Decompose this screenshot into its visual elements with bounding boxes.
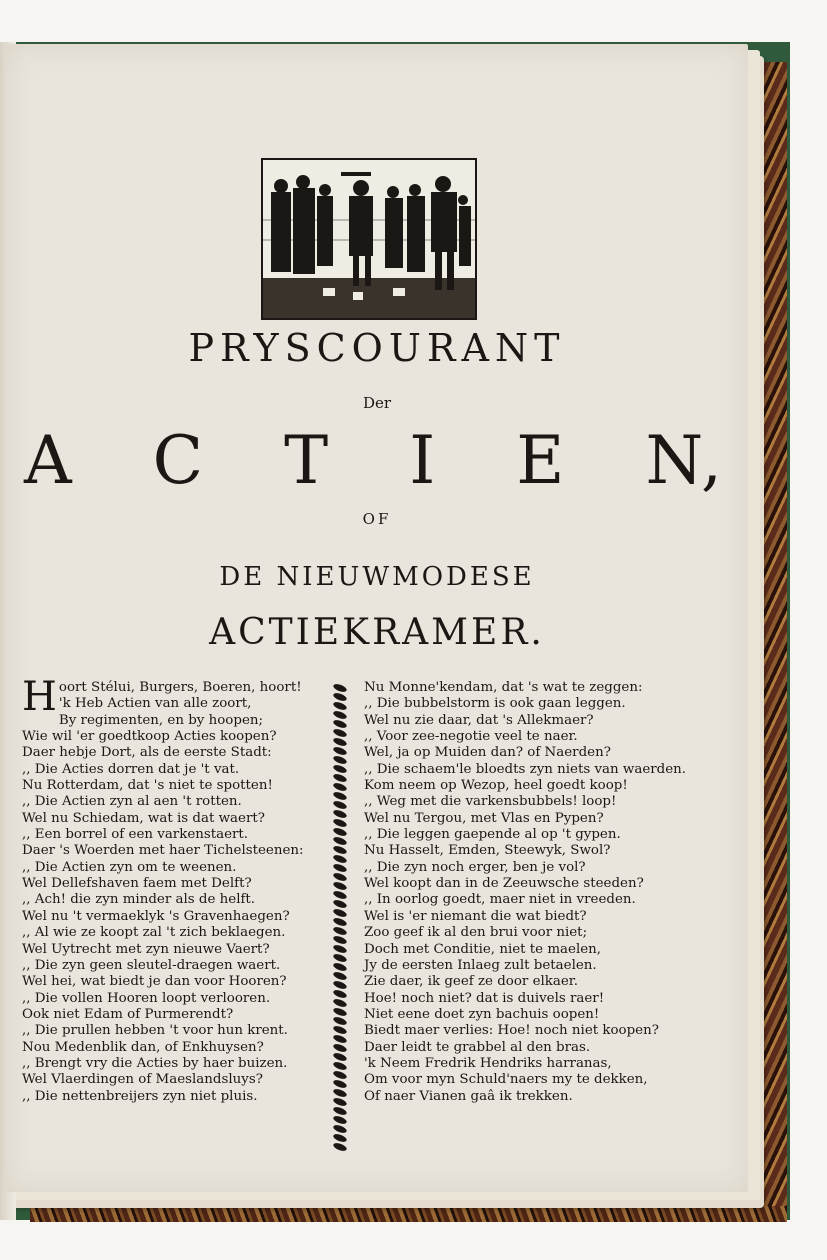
ornament-link: [332, 719, 347, 730]
ornament-link: [332, 962, 347, 973]
ornament-link: [332, 836, 347, 847]
poem-line: ,, Die prullen hebben 't voor hun krent.: [22, 1023, 288, 1039]
poem-line: Nu Rotterdam, dat 's niet te spotten!: [22, 778, 273, 794]
ornament-link: [332, 953, 347, 964]
ornament-link: [332, 1043, 347, 1054]
ornament-link: [332, 998, 347, 1009]
poem-line: Wel nu Schiedam, wat is dat waert?: [22, 810, 265, 826]
poem-line: Ook niet Edam of Purmerendt?: [22, 1006, 234, 1022]
woodcut-illustration: [261, 158, 477, 320]
poem-line: Om voor myn Schuld'naers my te dekken,: [364, 1072, 648, 1088]
poem-line: Wel nu 't vermaeklyk 's Gravenhaegen?: [22, 908, 290, 924]
ornament-link: [332, 1007, 347, 1018]
ornament-link: [332, 1088, 347, 1099]
ornament-link: [332, 1115, 347, 1126]
title-pryscourant: PRYSCOURANT: [188, 326, 566, 370]
broadside-page: [6, 44, 748, 1192]
title-letter: A: [24, 422, 74, 499]
poem-line: Nu Hasselt, Emden, Steewyk, Swol?: [364, 843, 611, 859]
ornament-link: [332, 809, 347, 820]
ornament-link: [332, 881, 347, 892]
ornament-link: [332, 1052, 347, 1063]
ornament-link: [332, 1097, 347, 1108]
poem-line: ,, Voor zee-negotie veel te naer.: [364, 729, 578, 745]
poem-right-column: [364, 680, 704, 1105]
poem-left-column: [22, 674, 312, 1105]
ornament-link: [332, 684, 347, 693]
poem-line: ,, Een borrel of een varkenstaert.: [22, 827, 249, 843]
poem-line: Doch met Conditie, niet te maelen,: [364, 941, 602, 957]
poem-line: Wel is 'er niemant die wat biedt?: [364, 908, 587, 924]
ornament-link: [332, 944, 347, 955]
poem-line: Biedt maer verlies: Hoe! noch niet koopen?: [364, 1023, 659, 1039]
poem-line: Wel nu zie daar, dat 's Allekmaer?: [364, 712, 594, 728]
ornament-link: [332, 746, 347, 757]
ornament-link: [332, 818, 347, 829]
poem-line: 'k Neem Fredrik Hendriks harranas,: [364, 1055, 612, 1071]
drop-cap: H: [22, 674, 57, 720]
ornament-link: [332, 935, 347, 946]
poem-line: Kom neem op Wezop, heel goedt koop!: [364, 778, 628, 794]
poem-line: ,, Ach! die zyn minder als de helft.: [22, 892, 256, 908]
poem-line: ,, Die zyn noch erger, ben je vol?: [364, 859, 586, 875]
poem-line: By regimenten, en by hoopen;: [58, 712, 263, 728]
poem-line: Wel Dellefshaven faem met Delft?: [22, 876, 252, 892]
poem-line: ,, In oorlog goedt, maer niet in vreeden.: [364, 892, 636, 908]
ornament-link: [332, 971, 347, 982]
poem-line: Wel koopt dan in de Zeeuwsche steeden?: [364, 876, 644, 892]
ornament-link: [332, 1016, 347, 1027]
poem-line: Daer 's Woerden met haer Tichelsteenen:: [22, 843, 304, 859]
poem-line: Zoo geef ik al den brui voor niet;: [364, 925, 588, 941]
poem-line: ,, Die bubbelstorm is ook gaan leggen.: [364, 696, 626, 712]
poem-line: Wel Uytrecht met zyn nieuwe Vaert?: [22, 941, 270, 957]
poem-line: ,, Brengt vry die Acties by haer buizen.: [22, 1055, 288, 1071]
poem-line: 'k Heb Actien van alle zoort,: [58, 696, 252, 712]
ornament-link: [332, 773, 347, 784]
ornament-link: [332, 1034, 347, 1045]
poem-line: Nou Medenblik dan, of Enkhuysen?: [22, 1039, 264, 1055]
ornament-link: [332, 899, 347, 910]
ornament-link: [332, 728, 347, 739]
poem-line: ,, Die vollen Hooren loopt verlooren.: [22, 990, 271, 1006]
ornament-link: [332, 1061, 347, 1072]
ornament-link: [332, 1106, 347, 1117]
poem-line: Hoe! noch niet? dat is duivels raer!: [364, 990, 605, 1006]
poem-line: Jy de eersten Inlaeg zult betaelen.: [364, 957, 597, 973]
poem-line: Zie daer, ik geef ze door elkaer.: [364, 974, 578, 990]
poem-line: Daer leidt te grabbel al den bras.: [364, 1039, 591, 1055]
poem-line: Wel nu Tergou, met Vlas en Pypen?: [364, 810, 604, 826]
poem-line: Wel hei, wat biedt je dan voor Hooren?: [22, 974, 287, 990]
poem-line: Of naer Vianen gaâ ik trekken.: [364, 1088, 573, 1104]
ornament-link: [332, 908, 347, 919]
title-letter: E: [516, 422, 567, 499]
ornament-link: [332, 1133, 347, 1144]
poem-line: ,, Die zyn geen sleutel-draegen waert.: [22, 957, 281, 973]
ornament-link: [332, 1025, 347, 1036]
ornament-link: [332, 845, 347, 856]
title-letter: N,: [645, 422, 724, 499]
ornamental-column-divider: [331, 684, 349, 1152]
ornament-link: [332, 701, 347, 712]
ornament-link: [332, 692, 347, 703]
poem-line: ,, Die Acties dorren dat je 't vat.: [22, 761, 240, 777]
ornament-link: [332, 710, 347, 721]
ornament-link: [332, 980, 347, 991]
ornament-link: [332, 926, 347, 937]
ornament-link: [332, 854, 347, 865]
title-letter: C: [152, 422, 206, 499]
title-of: OF: [362, 510, 392, 528]
ornament-link: [332, 791, 347, 802]
ornament-link: [332, 1142, 347, 1152]
title-letter: T: [284, 422, 331, 499]
ornament-link: [332, 764, 347, 775]
poem-line: ,, Al wie ze koopt zal 't zich beklaegen.: [22, 925, 286, 941]
ornament-link: [332, 1079, 347, 1090]
poem-line: oort Stélui, Burgers, Boeren, hoort!: [58, 680, 302, 695]
ornament-link: [332, 827, 347, 838]
poem-line: ,, Die Actien zyn al aen 't rotten.: [22, 794, 242, 810]
poem-line: Wie wil 'er goedtkoop Acties koopen?: [22, 729, 277, 745]
ornament-link: [332, 863, 347, 874]
poem-line: Wel, ja op Muiden dan? of Naerden?: [364, 745, 611, 761]
ornament-link: [332, 737, 347, 748]
poem-line: Niet eene doet zyn bachuis oopen!: [364, 1006, 600, 1022]
ornament-link: [332, 755, 347, 766]
poem-line: Daer hebje Dort, als de eerste Stadt:: [22, 745, 272, 761]
poem-line: ,, Die leggen gaepende al op 't gypen.: [364, 827, 621, 843]
page-content: [6, 44, 748, 1192]
poem-line: Nu Monne'kendam, dat 's wat te zeggen:: [364, 680, 643, 695]
subtitle-actiekramer: ACTIEKRAMER.: [209, 612, 545, 653]
ornament-link: [332, 782, 347, 793]
poem-line: ,, Die nettenbreijers zyn niet pluis.: [22, 1088, 258, 1104]
ornament-link: [332, 890, 347, 901]
ornament-link: [332, 872, 347, 883]
title-letter: I: [409, 422, 438, 499]
marbled-edge-bottom: [30, 1206, 787, 1222]
title-actien: [24, 422, 724, 499]
ornament-link: [332, 989, 347, 1000]
ornament-link: [332, 800, 347, 811]
poem-line: ,, Die schaem'le bloedts zyn niets van waerden.: [364, 761, 687, 777]
ornament-link: [332, 917, 347, 928]
title-der: Der: [362, 394, 392, 412]
ornament-link: [332, 1124, 347, 1135]
ornament-link: [332, 1070, 347, 1081]
poem-line: Wel Vlaerdingen of Maeslandsluys?: [22, 1072, 263, 1088]
subtitle-nieuwmodese: DE NIEUWMODESE: [219, 562, 535, 592]
poem-line: ,, Die Actien zyn om te weenen.: [22, 859, 237, 875]
poem-line: ,, Weg met die varkensbubbels! loop!: [364, 794, 617, 810]
